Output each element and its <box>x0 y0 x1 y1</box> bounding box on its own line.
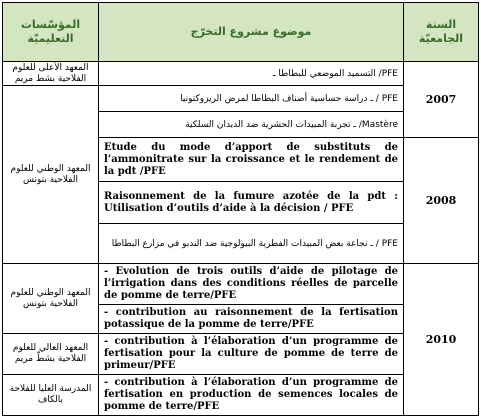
subject-cell: PFE/ التسميد الموضعي للبطاطا ـ <box>99 62 404 86</box>
subject-cell: Mastère/ ـ تجربة المبيدات الحشرية ضد الديدان السلكية <box>99 112 404 138</box>
subject-cell: - Evolution de trois outils d’aide de pilotage de l’irrigation dans des conditions réelles de parcelle de pomme de terre/PFE <box>99 264 404 305</box>
year-cell: 2010 <box>404 264 479 416</box>
header-institutions: المؤسّسات التعليميّة <box>3 3 99 62</box>
header-year: السنة الجامعيّة <box>404 3 479 62</box>
subject-cell: Etude du mode d’apport de substituts de l’ammonitrate sur la croissance et le rendement de la pdt /PFE <box>99 138 404 182</box>
projects-table <box>2 2 479 416</box>
subject-cell: - contribution à l’élaboration d’un programme de fertisation pour la culture de pomme de terre de primeur/PFE <box>99 334 404 375</box>
subject-cell: - contribution au raisonnement de la fertisation potassique de la pomme de terre/PFE <box>99 305 404 334</box>
year-cell: 2007 <box>404 62 479 138</box>
institution-cell: المعهد الوطني للعلوم الفلاحية بتونس <box>3 264 99 334</box>
header-subject: موضوع مشروع التخرّج <box>99 3 404 62</box>
institution-cell: المعهد الوطني للعلوم الفلاحية بتونس <box>3 86 99 264</box>
institution-cell: المعهد العالي للعلوم الفلاحية بشطّ مريم <box>3 334 99 375</box>
header-row <box>3 3 479 62</box>
subject-cell: PFE / ـ دراسة حساسية أصناف البطاطا لمرض الريزوكتونيا <box>99 86 404 112</box>
subject-cell: - contribution à l’élaboration d’un programme de fertisation en production de semences locales de pomme de terre/PFE <box>99 375 404 416</box>
subject-cell: Raisonnement de la fumure azotée de la pdt : Utilisation d’outils d’aide à la décision / PFE <box>99 182 404 224</box>
year-cell: 2008 <box>404 138 479 264</box>
institution-cell: المدرسة العليا للفلاحة بالكاف <box>3 375 99 416</box>
table-row <box>3 62 479 86</box>
table-row <box>3 264 479 305</box>
subject-cell: PFE / ـ نجاعة بعض المبيدات الفطرية البيولوجية ضد الندبو في مزارع البطاطا <box>99 224 404 264</box>
institution-cell: المعهد الأعلى للعلوم الفلاحية بشط مريم <box>3 62 99 86</box>
